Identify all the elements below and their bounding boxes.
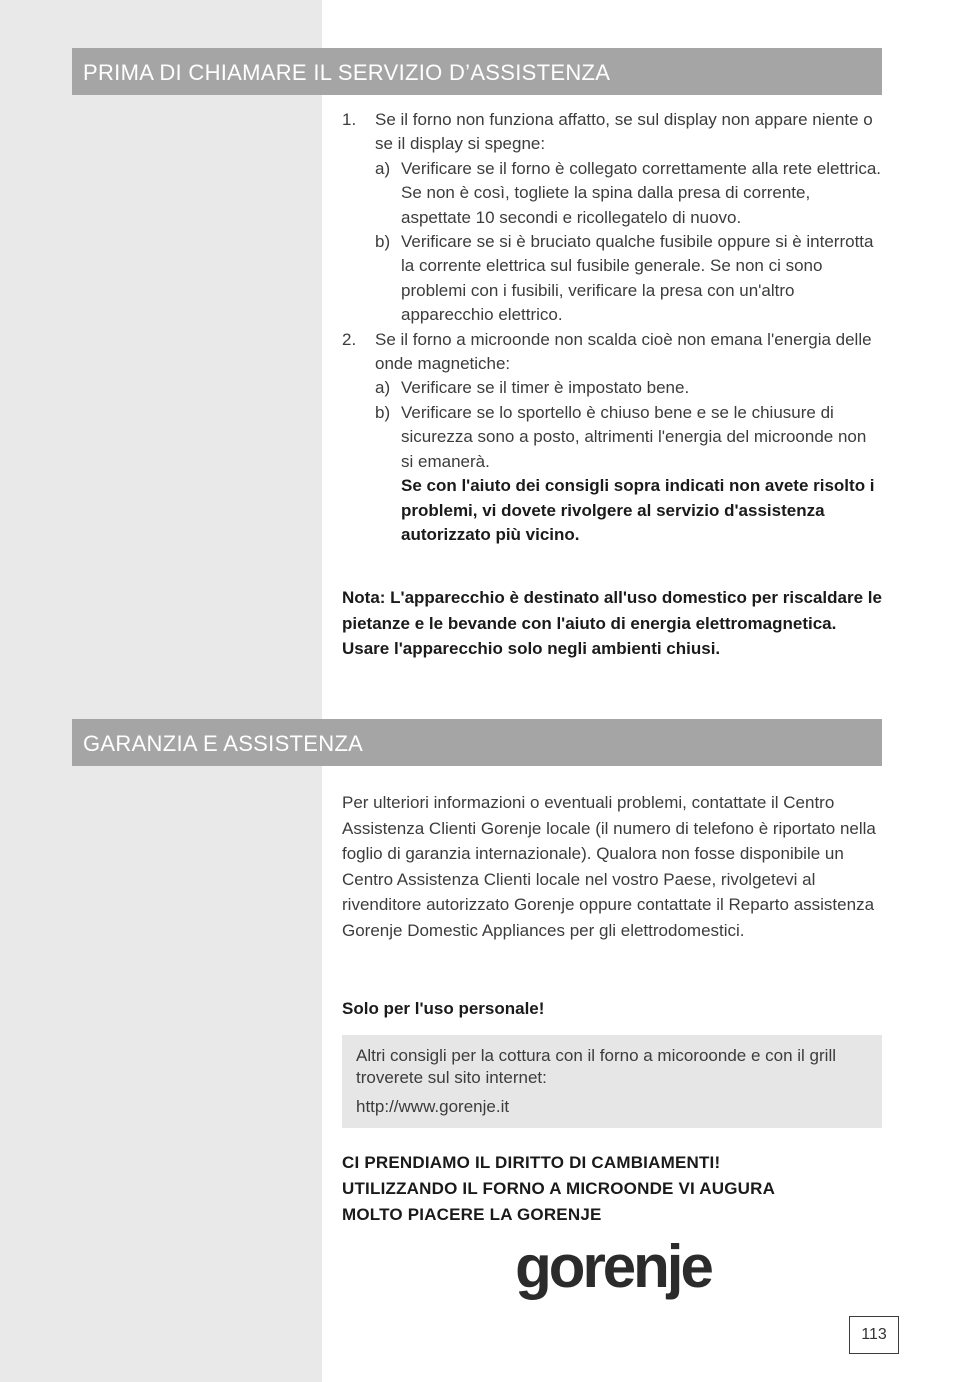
personal-use-block — [342, 996, 882, 1022]
warranty-content — [342, 790, 882, 944]
list-item-number: 2. — [342, 329, 357, 349]
sub-item-letter: b) — [375, 402, 391, 422]
website-link[interactable]: http://www.gorenje.it — [356, 1097, 510, 1116]
list-item — [342, 108, 882, 328]
closing-line: UTILIZZANDO IL FORNO A MICROONDE VI AUGURA — [342, 1179, 776, 1198]
section-title-warranty: GARANZIA E ASSISTENZA — [72, 719, 882, 766]
sub-item-text: Verificare se il timer è impostato bene. — [401, 378, 690, 398]
warranty-paragraph: Per ulteriori informazioni o eventuali problemi, contattate il Centro Assistenza Clienti Gorenje locale (il numero di telefono è riportato nella foglio di garanzia internazionale). Qualora non fosse disponibile un Centro Assistenza Clienti locale nel vostro Paese, rivolgetevi al rivenditore autorizzato Gorenje oppure contattate il Reparto assistenza Gorenje Domestic Appliances per gli elettrodomestici. — [342, 793, 876, 940]
sub-item-letter: b) — [375, 232, 391, 252]
sub-item-letter: a) — [375, 378, 391, 398]
logo-wordmark: gorenje — [515, 1234, 711, 1300]
gorenje-logo — [506, 1234, 721, 1310]
usage-note: Nota: L'apparecchio è destinato all'uso domestico per riscaldare le pietanze e le bevande con l'aiuto di energia elettromagnetica. Usare l'apparecchio solo negli ambienti chiusi. — [342, 588, 882, 658]
warning-text: Se con l'aiuto dei consigli sopra indicati non avete risolto i problemi, vi dovete rivolgere al servizio d'assistenza autorizzato più vicino. — [401, 476, 875, 544]
closing-line: CI PRENDIAMO IL DIRITTO DI CAMBIAMENTI! — [342, 1153, 721, 1172]
sub-list — [375, 376, 882, 547]
closing-statement — [342, 1150, 882, 1228]
sub-list-item — [375, 401, 882, 547]
sub-list-item — [375, 157, 882, 230]
list-item-number: 1. — [342, 110, 357, 129]
list-item-text: Se il forno a microonde non scalda cioè non emana l'energia delle onde magnetiche: — [375, 329, 872, 374]
section-title-troubleshooting: PRIMA DI CHIAMARE IL SERVIZIO D’ASSISTENZA — [72, 48, 882, 95]
closing-line: MOLTO PIACERE LA GORENJE — [342, 1205, 602, 1224]
note-block — [342, 585, 882, 662]
troubleshooting-content — [342, 108, 882, 547]
page-number: 113 — [849, 1316, 899, 1354]
sub-item-text: Verificare se lo sportello è chiuso bene e se le chiusure di sicurezza sono a posto, altrimenti l'energia del microonde non si emanerà. — [401, 402, 867, 471]
list-item-text: Se il forno non funziona affatto, se sul display non appare niente o se il display si spegne: — [375, 110, 873, 154]
sub-list — [375, 157, 882, 328]
sub-item-text: Verificare se il forno è collegato correttamente alla rete elettrica. Se non è così, togliete la spina dalla presa di corrente, aspettate 10 secondi e ricollegatelo di nuovo. — [401, 158, 882, 227]
sub-list-item — [375, 376, 882, 400]
left-margin-band — [0, 0, 322, 1382]
sub-item-text: Verificare se si è bruciato qualche fusibile oppure si è interrotta la corrente elettrica sul fusibile generale. Se non ci sono problemi con i fusibili, verificare la presa con un'altro apparecchio elettrico. — [401, 232, 874, 325]
info-box — [342, 1035, 882, 1128]
list-item — [342, 328, 882, 548]
sub-item-letter: a) — [375, 158, 391, 178]
sub-list-item — [375, 230, 882, 328]
troubleshooting-list — [342, 108, 882, 547]
personal-use-note: Solo per l'uso personale! — [342, 999, 545, 1018]
info-box-text: Altri consigli per la cottura con il forno a micoroonde e con il grill troverete sul sito internet: — [356, 1046, 837, 1087]
